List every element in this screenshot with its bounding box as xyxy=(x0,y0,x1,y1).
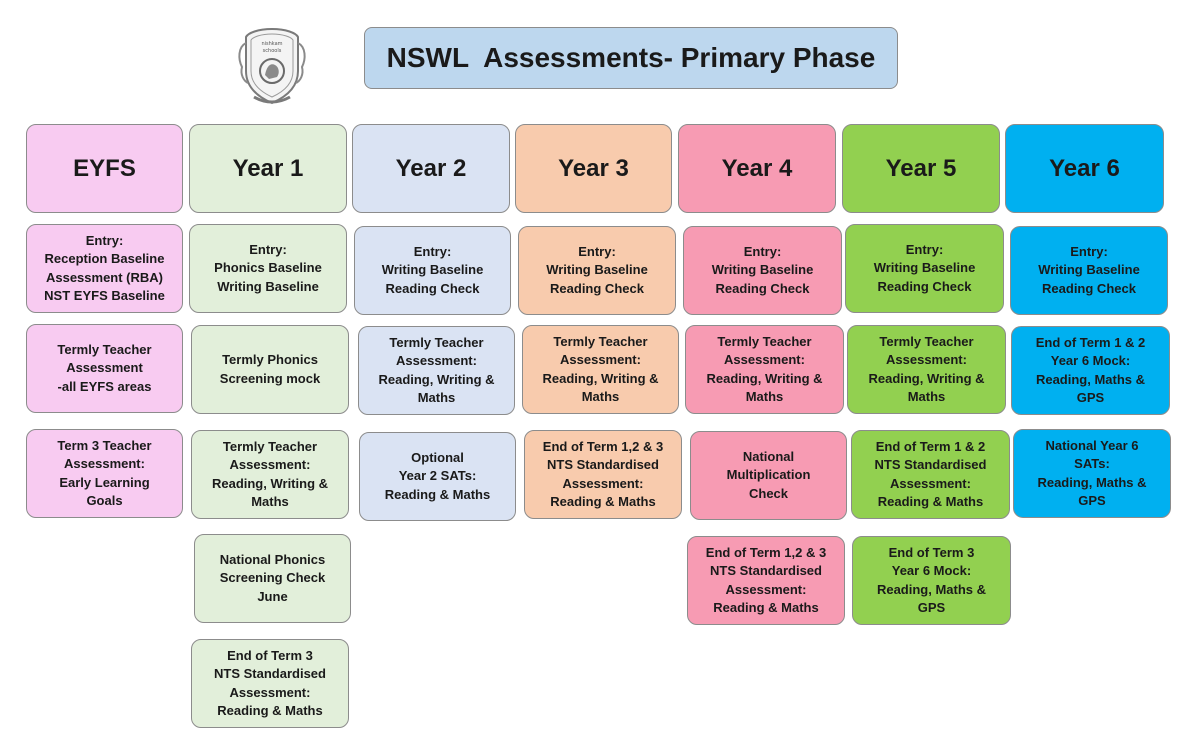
year6-national-sats: National Year 6 SATs: Reading, Maths & GPS xyxy=(1013,429,1171,518)
column-header-year3: Year 3 xyxy=(515,124,672,213)
eyfs-term3-assessment: Term 3 Teacher Assessment: Early Learning Goals xyxy=(26,429,183,518)
year1-phonics-check: National Phonics Screening Check June xyxy=(194,534,351,623)
year5-year6-mock: End of Term 3 Year 6 Mock: Reading, Maths & GPS xyxy=(852,536,1011,625)
year3-nts-assessment: End of Term 1,2 & 3 NTS Standardised Assessment: Reading & Maths xyxy=(524,430,682,519)
year1-phonics-mock: Termly Phonics Screening mock xyxy=(191,325,349,414)
logo-text-bottom: schools xyxy=(262,48,282,54)
eyfs-termly-assessment: Termly Teacher Assessment -all EYFS areas xyxy=(26,324,183,413)
year1-termly-assessment: Termly Teacher Assessment: Reading, Writing & Maths xyxy=(191,430,349,519)
column-header-year4: Year 4 xyxy=(678,124,836,213)
year3-termly-assessment: Termly Teacher Assessment: Reading, Writing & Maths xyxy=(522,325,679,414)
column-header-year6: Year 6 xyxy=(1005,124,1164,213)
year2-entry-assessment: Entry: Writing Baseline Reading Check xyxy=(354,226,511,315)
column-header-eyfs: EYFS xyxy=(26,124,183,213)
page-title: NSWL Assessments- Primary Phase xyxy=(364,27,898,89)
lion-crest-logo-icon xyxy=(236,25,308,109)
year4-nts-assessment: End of Term 1,2 & 3 NTS Standardised Assessment: Reading & Maths xyxy=(687,536,845,625)
year3-entry-assessment: Entry: Writing Baseline Reading Check xyxy=(518,226,676,315)
year1-term3-nts: End of Term 3 NTS Standardised Assessment: Reading & Maths xyxy=(191,639,349,728)
year4-termly-assessment: Termly Teacher Assessment: Reading, Writing & Maths xyxy=(685,325,844,414)
school-logo xyxy=(236,25,308,109)
logo-text-top: nishkam xyxy=(261,41,283,47)
eyfs-entry-assessment: Entry: Reception Baseline Assessment (RBA) NST EYFS Baseline xyxy=(26,224,183,313)
year4-multiplication-check: National Multiplication Check xyxy=(690,431,847,520)
year2-optional-sats: Optional Year 2 SATs: Reading & Maths xyxy=(359,432,516,521)
year2-termly-assessment: Termly Teacher Assessment: Reading, Writing & Maths xyxy=(358,326,515,415)
column-header-year5: Year 5 xyxy=(842,124,1000,213)
year5-termly-assessment: Termly Teacher Assessment: Reading, Writing & Maths xyxy=(847,325,1006,414)
column-header-year1: Year 1 xyxy=(189,124,347,213)
year6-entry-assessment: Entry: Writing Baseline Reading Check xyxy=(1010,226,1168,315)
year4-entry-assessment: Entry: Writing Baseline Reading Check xyxy=(683,226,842,315)
year5-entry-assessment: Entry: Writing Baseline Reading Check xyxy=(845,224,1004,313)
year1-entry-assessment: Entry: Phonics Baseline Writing Baseline xyxy=(189,224,347,313)
column-header-year2: Year 2 xyxy=(352,124,510,213)
year6-mock-assessment: End of Term 1 & 2 Year 6 Mock: Reading, Maths & GPS xyxy=(1011,326,1170,415)
year5-nts-assessment: End of Term 1 & 2 NTS Standardised Assessment: Reading & Maths xyxy=(851,430,1010,519)
